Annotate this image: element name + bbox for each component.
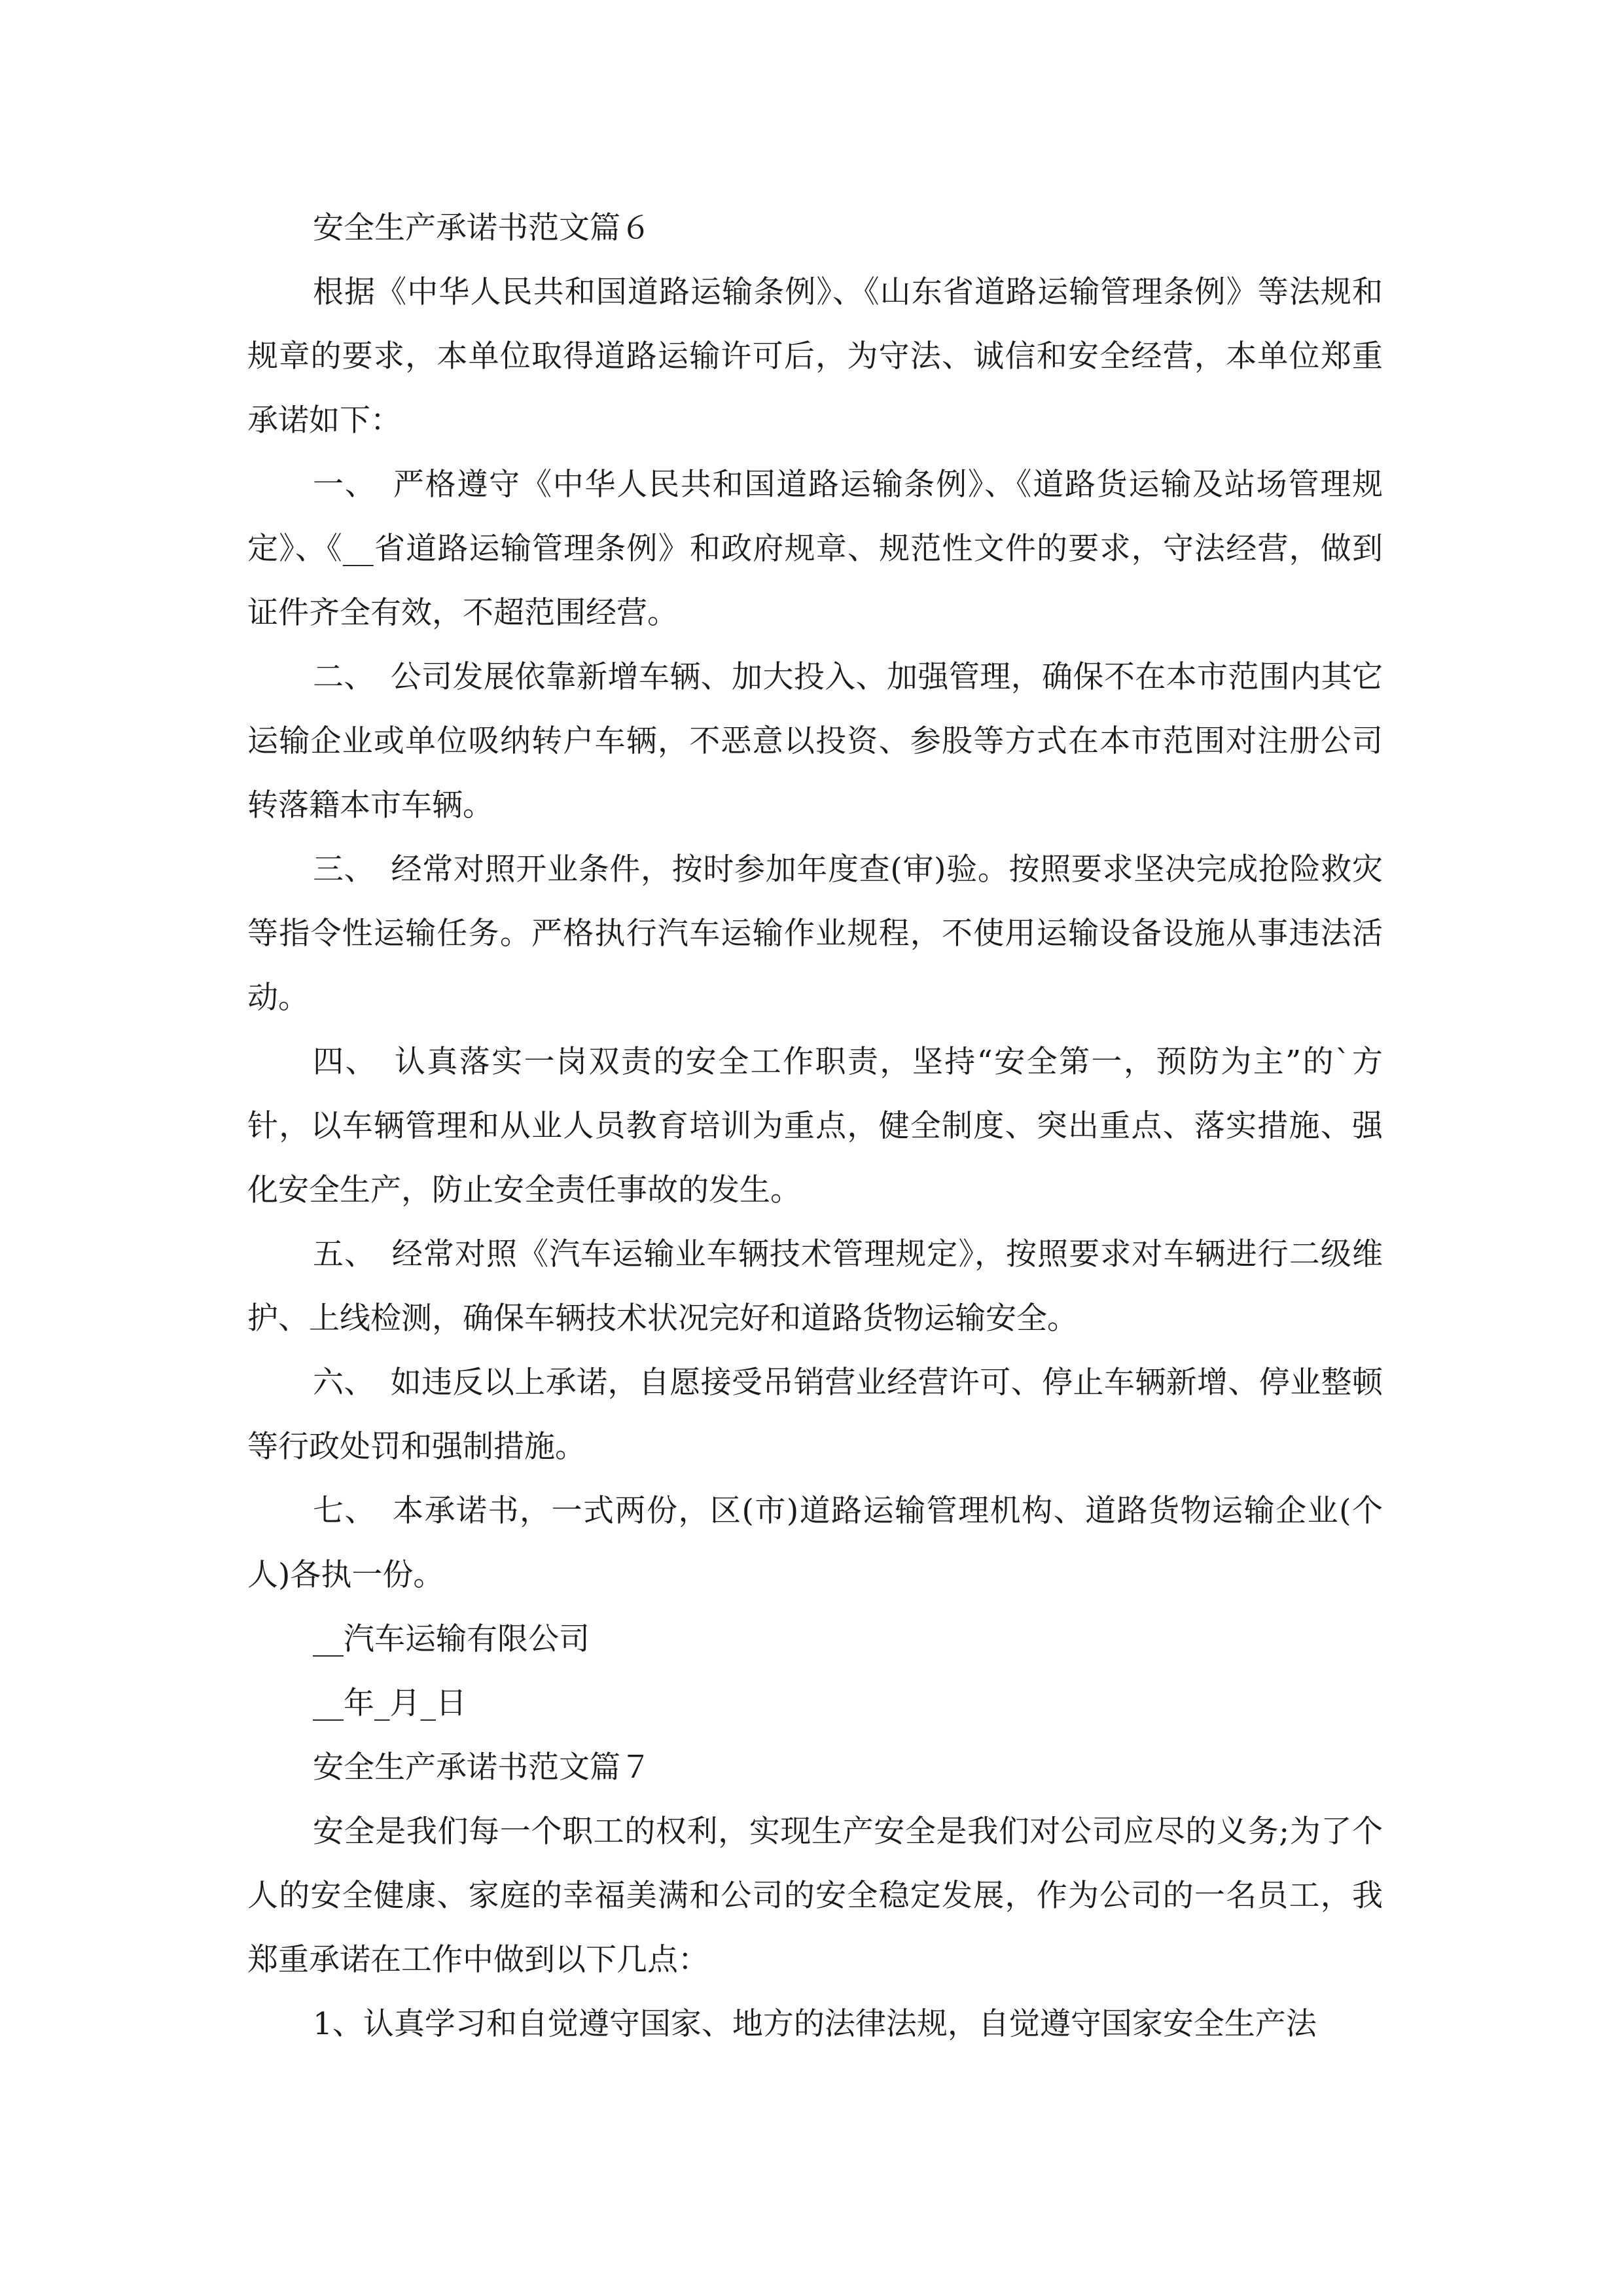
paragraph-item-2: 二、 公司发展依靠新增车辆、加大投入、加强管理，确保不在本市范围内其它运输企业或单位吸纳转户车辆，不恶意以投资、参股等方式在本市范围对注册公司转落籍本市车辆。 [247, 659, 1383, 823]
section-heading-6: 安全生产承诺书范文篇６ [313, 210, 651, 246]
paragraph-intro-7: 安全是我们每一个职工的权利，实现生产安全是我们对公司应尽的义务;为了个人的安全健康、家庭的幸福美满和公司的安全稳定发展，作为公司的一名员工，我郑重承诺在工作中做到以下几点： [247, 1814, 1383, 1978]
paragraph-item-5: 五、 经常对照《汽车运输业车辆技术管理规定》，按照要求对车辆进行二级维护、上线检测，确保车辆技术状况完好和道路货物运输安全。 [247, 1236, 1383, 1336]
paragraph-intro-6: 根据《中华人民共和国道路运输条例》、《山东省道路运输管理条例》等法规和规章的要求，本单位取得道路运输许可后，为守法、诚信和安全经营，本单位郑重承诺如下： [247, 274, 1383, 439]
company-name: __汽车运输有限公司 [313, 1621, 590, 1657]
paragraph-point-1: 1、认真学习和自觉遵守国家、地方的法律法规，自觉遵守国家安全生产法 [313, 2006, 1317, 2042]
paragraph-item-6: 六、 如违反以上承诺，自愿接受吊销营业经营许可、停止车辆新增、停业整顿等行政处罚和强制措施。 [247, 1365, 1383, 1465]
paragraph-item-4: 四、 认真落实一岗双责的安全工作职责，坚持“安全第一，预防为主”的`方针，以车辆管理和从业人员教育培训为重点，健全制度、突出重点、落实措施、强化安全生产，防止安全责任事故的发生。 [247, 1044, 1383, 1208]
section-heading-7: 安全生产承诺书范文篇７ [313, 1749, 651, 1785]
paragraph-item-1: 一、 严格遵守《中华人民共和国道路运输条例》、《道路货运输及站场管理规定》、《__省道路运输管理条例》和政府规章、规范性文件的要求，守法经营，做到证件齐全有效，不超范围经营。 [247, 467, 1383, 631]
date-line: __年_月_日 [313, 1685, 467, 1721]
document-body [247, 196, 1383, 2056]
paragraph-item-7: 七、 本承诺书，一式两份，区(市)道路运输管理机构、道路货物运输企业(个人)各执一份。 [247, 1493, 1383, 1593]
paragraph-item-3: 三、 经常对照开业条件，按时参加年度查(审)验。按照要求坚决完成抢险救灾等指令性运输任务。严格执行汽车运输作业规程，不使用运输设备设施从事违法活动。 [247, 852, 1383, 1016]
